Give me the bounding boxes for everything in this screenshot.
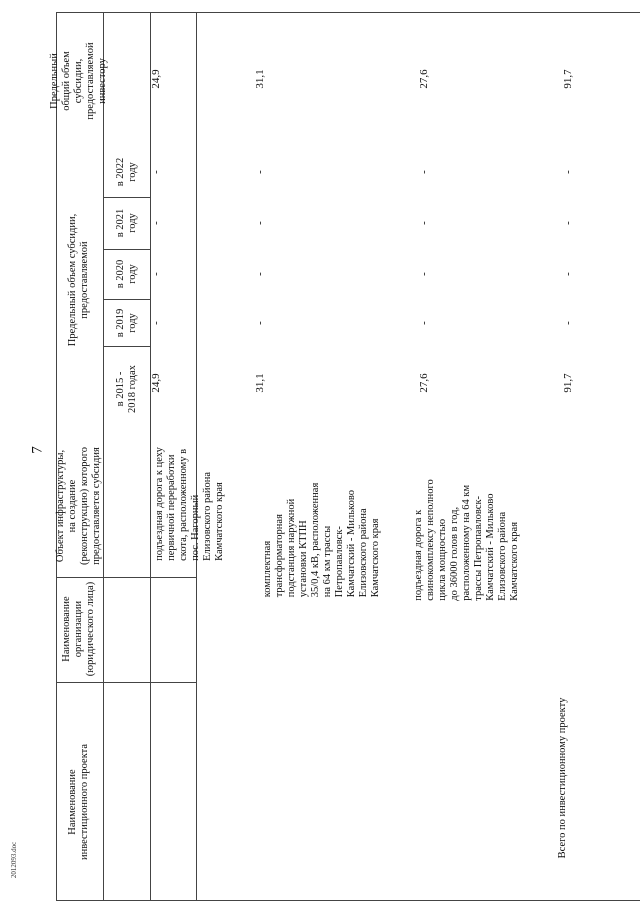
- header-year-2022: в 2022 году: [115, 157, 138, 187]
- header-object: Объект инфраструктуры, на создание (реконструкцию) которого предоставляется субсидия: [55, 446, 102, 566]
- row-1-value-2020: -: [150, 272, 162, 276]
- row-3-value-2020: -: [418, 272, 430, 276]
- row-1-value-2022: -: [150, 170, 162, 174]
- subsidy-table: [48, 12, 638, 905]
- header-project-name: Наименование инвестиционного проекта: [67, 743, 90, 861]
- total-row-value-2021: -: [562, 221, 574, 225]
- row-1-value-2019: -: [150, 321, 162, 325]
- row-1-value-2015-2018: 24,9: [150, 373, 162, 393]
- row-2-total: 31,1: [254, 69, 266, 89]
- row-2-value-2020: -: [254, 272, 266, 276]
- row-3-value-2022: -: [418, 170, 430, 174]
- row-2-value-2022: -: [254, 170, 266, 174]
- total-row-value-2019: -: [562, 321, 574, 325]
- row-1-total: 24,9: [150, 69, 162, 89]
- row-2-value-2021: -: [254, 221, 266, 225]
- header-total: Предельный общий объем субсидии, предоставляемой инвестору: [49, 42, 108, 120]
- row-2-value-2015-2018: 31,1: [254, 373, 266, 393]
- row-1-object: подъездная дорога к цеху первичной переработки скота, расположенному в пос. Нагорный Елизовского района Камчатского края: [154, 447, 225, 561]
- row-3-value-2015-2018: 27,6: [418, 373, 430, 393]
- row-3-value-2019: -: [418, 321, 430, 325]
- row-3-value-2021: -: [418, 221, 430, 225]
- total-row-total: 91,7: [562, 69, 574, 89]
- header-year-2019: в 2019 году: [115, 308, 138, 338]
- header-year-2021: в 2021 году: [115, 208, 138, 238]
- row-3-total: 27,6: [418, 69, 430, 89]
- header-year-2015-2018: в 2015 - 2018 годах: [115, 365, 138, 413]
- header-limit-group: Предельный объем субсидии, предоставляемой: [67, 213, 90, 347]
- row-3-object: подъездная дорога к свинокомплексу неполного цикла мощностью до 36000 голов в год, расположенному на 64 км трассы Петропавловск- Камчатский - Мильково Елизовского района Камчатского края: [413, 479, 520, 601]
- header-organization: Наименование организации (юридического лица): [61, 581, 96, 677]
- total-row-label: Всего по инвестиционному проекту: [557, 697, 568, 859]
- row-2-object: комплектная трансформаторная подстанция наружной установки КТПН 35/0,4 кВ, расположенная на 64 км трассы Петропавловск- Камчатский - Мильково Елизовского района Камчатского края: [262, 482, 381, 598]
- header-year-2020: в 2020 году: [115, 259, 138, 289]
- file-name: 2012093.doc: [10, 841, 18, 879]
- total-row-value-2022: -: [562, 170, 574, 174]
- row-2-value-2019: -: [254, 321, 266, 325]
- row-1-value-2021: -: [150, 221, 162, 225]
- total-row-value-2015-2018: 91,7: [562, 373, 574, 393]
- page-number: 7: [29, 446, 46, 454]
- total-row-value-2020: -: [562, 272, 574, 276]
